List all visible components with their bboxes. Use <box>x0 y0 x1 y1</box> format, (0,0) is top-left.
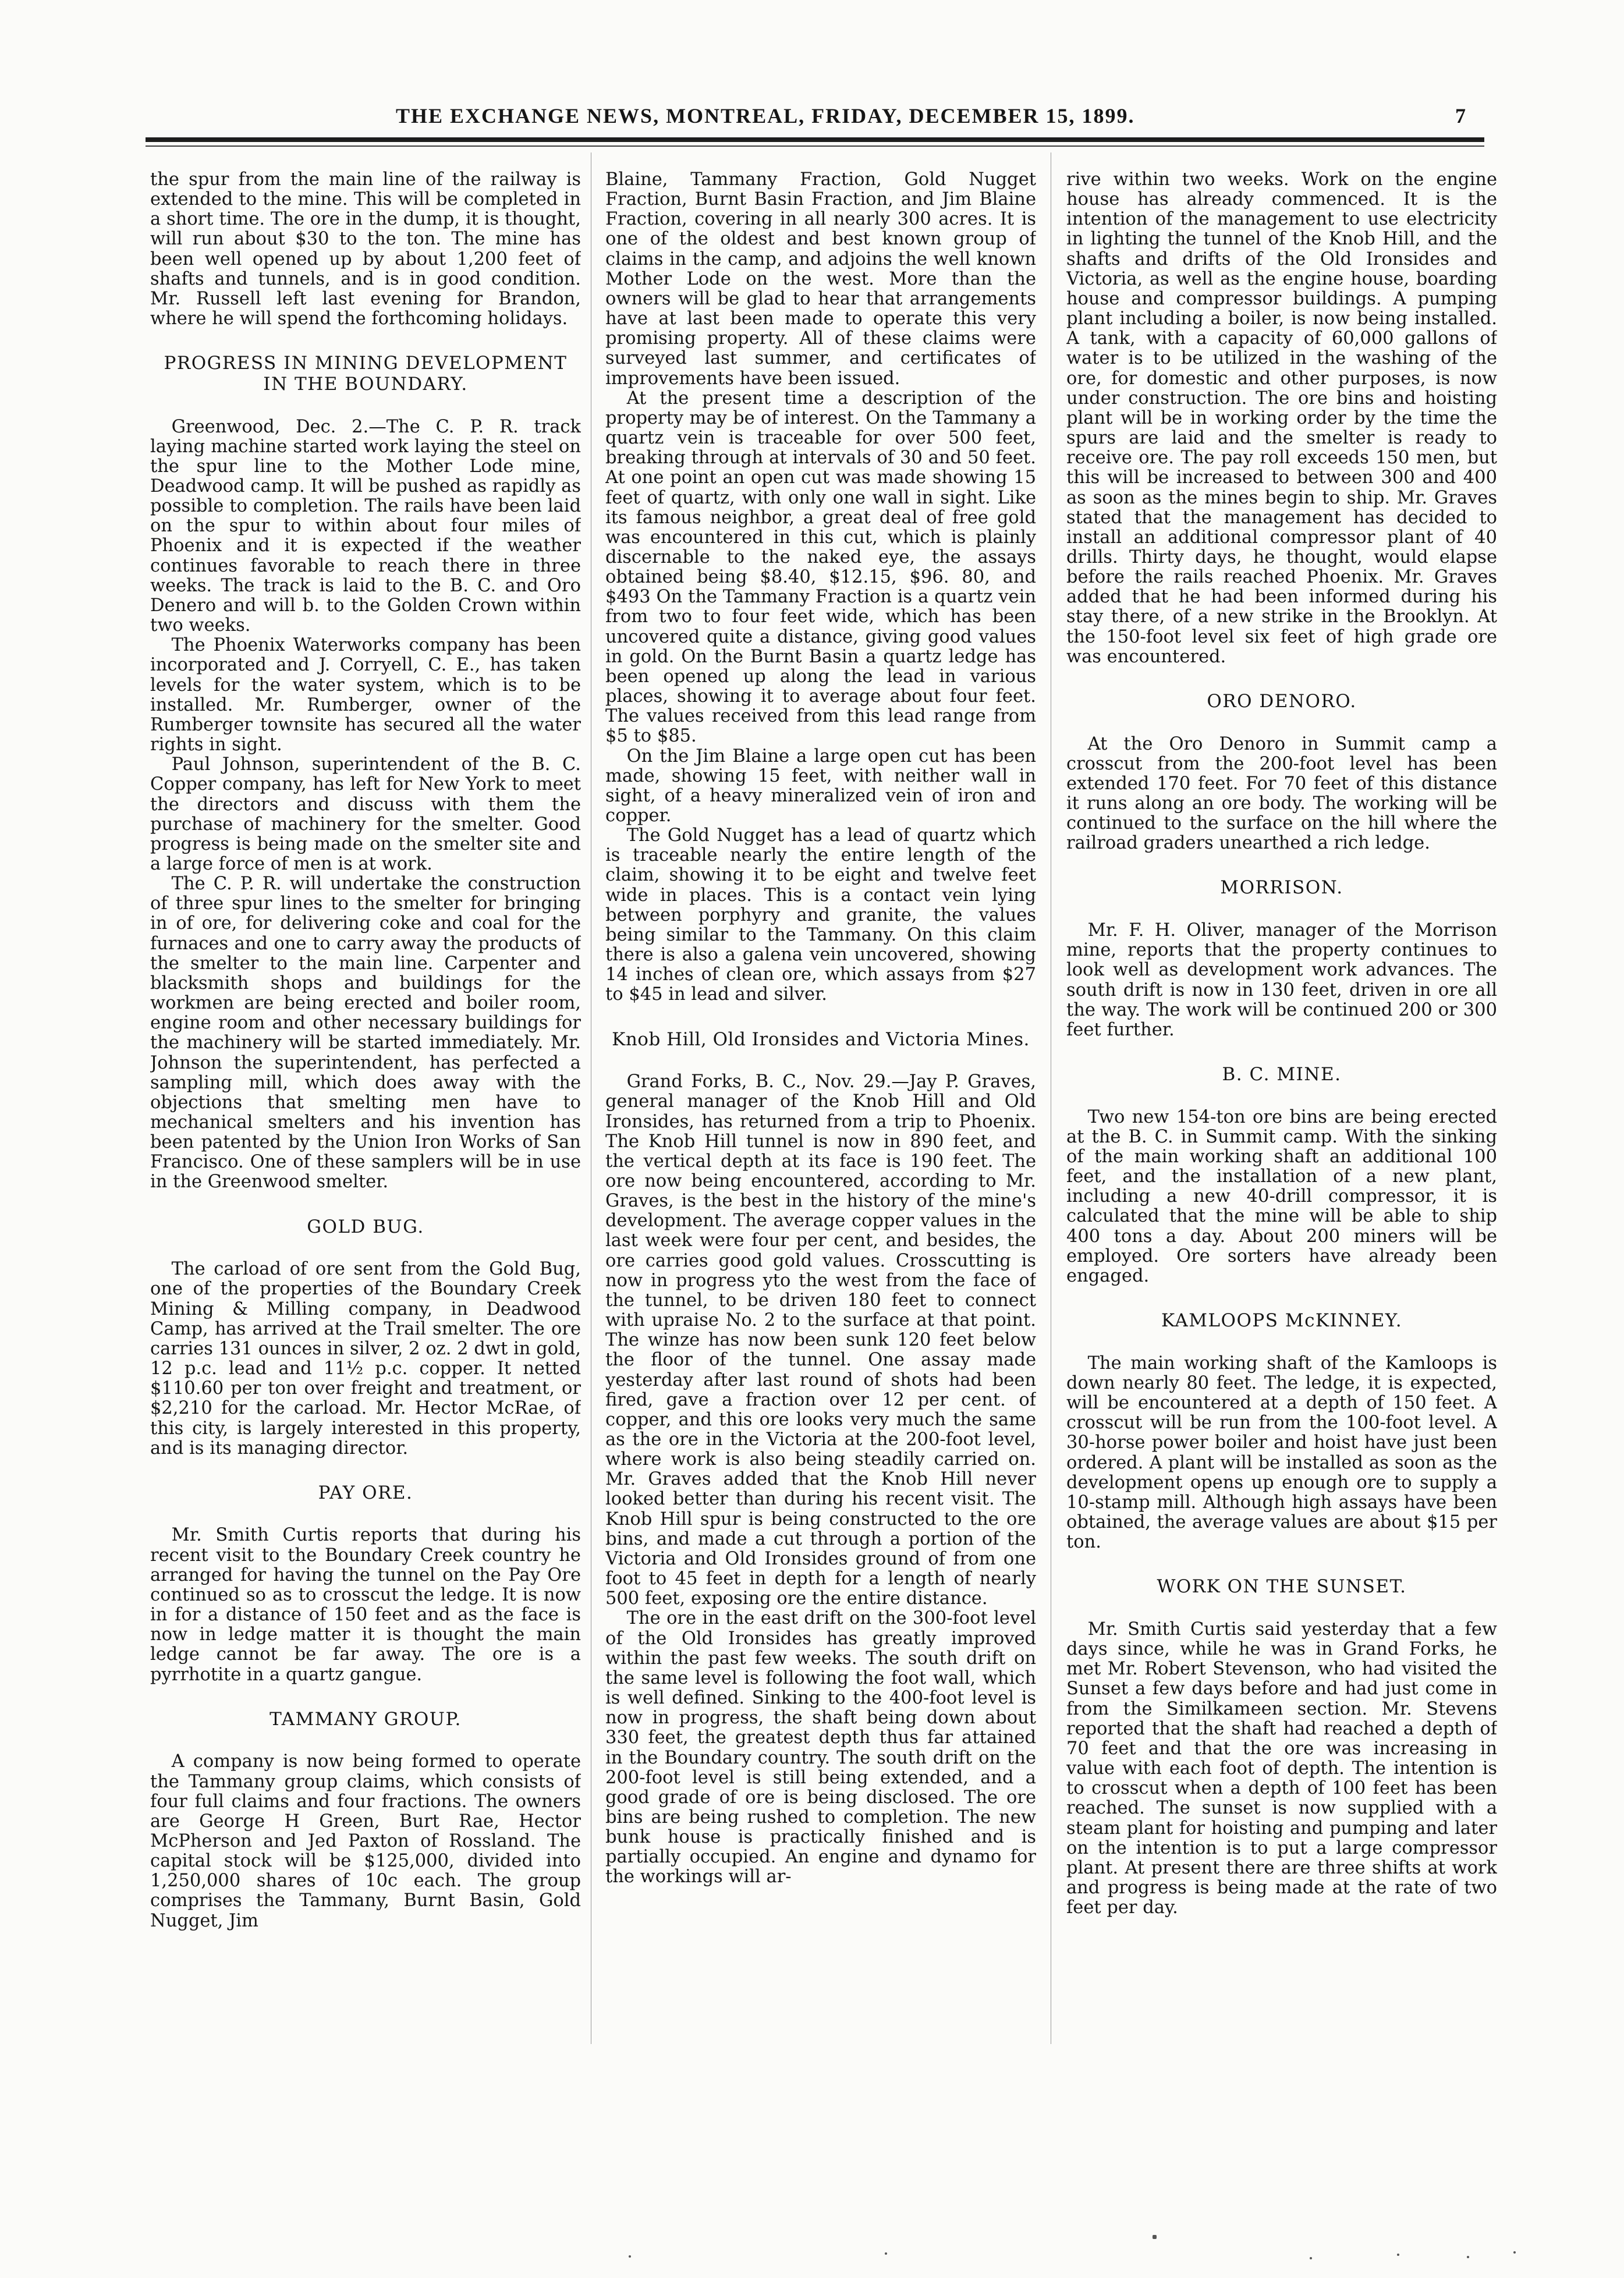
column-3 <box>1066 170 1497 2091</box>
article-paragraph: The Gold Nugget has a lead of quartz which is traceable nearly the entire length of the claim, showing it to be eight and twelve feet wide in places. This is a contact vein lying between porphyry and granite, the values being similar to the Tammany. On this claim there is also a galena vein uncovered, showing 14 inches of clean ore, which assays from $27 to $45 in lead and silver. <box>605 825 1036 1005</box>
article-paragraph: At the Oro Denoro in Summit camp a crosscut from the 200-foot level has been extended 170 feet. For 70 feet of this distance it runs along an ore body. The working will be continued to the surface on the hill where the railroad graders unearthed a rich ledge. <box>1066 733 1497 854</box>
page-number: 7 <box>1455 104 1467 127</box>
article-paragraph: Grand Forks, B. C., Nov. 29.—Jay P. Graves, general manager of the Knob Hill and Old Ironsides, has returned from a trip to Phoenix. The Knob Hill tunnel is now in 890 feet, and the vertical depth at its face is 190 feet. The ore now being encountered, according to Mr. Graves, is the best in the history of the mine's development. The average copper values in the last week were four per cent, and besides, the ore carries good gold values. Crosscutting is now in progress yto the west from the face of the tunnel, to be driven 180 feet to connect with upraise No. 2 to the surface at that point. The winze has now been sunk 120 feet below the floor of the tunnel. One assay made yesterday after last round of shots had been fired, gave a fraction over 12 per cent. of copper, and this ore looks very much the same as the ore in the Victoria at the 200-foot level, where work is also being steadily carried on. Mr. Graves added that the Knob Hill never looked better than during his recent visit. The Knob Hill spur is being constructed to the ore bins, and made a cut through a portion of the Victoria and Old Ironsides ground of from one foot to 45 feet in depth for a length of nearly 500 feet, exposing ore the entire distance. <box>605 1071 1036 1609</box>
article-paragraph: The ore in the east drift on the 300-foot level of the Old Ironsides has greatly improved within the past few weeks. The south drift on the same level is following the foot wall, which is well defined. Sinking to the 400-foot level is now in progress, the shaft being down about 330 feet, the greatest depth thus far attained in the Boundary country. The south drift on the 200-foot level is still being extended, and a good grade of ore is being disclosed. The ore bins are being rushed to completion. The new bunk house is practically finished and is partially occupied. An engine and dynamo for the workings will ar- <box>605 1608 1036 1887</box>
article-headline: Knob Hill, Old Ironsides and Victoria Mines. <box>612 1028 1030 1050</box>
scan-speck <box>1153 2235 1157 2239</box>
article-paragraph: On the Jim Blaine a large open cut has been made, showing 15 feet, with neither wall in sight, of a heavy mineralized vein of iron and copper. <box>605 746 1036 826</box>
article-headline: TAMMANY GROUP. <box>270 1708 462 1730</box>
article-paragraph: Mr. F. H. Oliver, manager of the Morrison mine, reports that the property continues to look well as development work advances. The south drift is now in 130 feet, driven in ore all the way. The work will be continued 200 or 300 feet further. <box>1066 920 1497 1040</box>
scan-speck <box>1310 2257 1312 2259</box>
article-headline: ORO DENORO. <box>1207 690 1357 712</box>
scan-speck <box>1513 2251 1516 2254</box>
article-headline: PAY ORE. <box>318 1482 413 1503</box>
article-paragraph: Blaine, Tammany Fraction, Gold Nugget Fraction, Burnt Basin Fraction, and Jim Blaine Fraction, covering in all nearly 300 acres. It is one of the oldest and best known group of claims in the camp, and adjoins the well known Mother Lode on the west. More than the owners will be glad to hear that arrangements have at last been made to operate this very promising property. All of these claims were surveyed last summer, and certificates of improvements have been issued. <box>605 170 1036 389</box>
article-headline: WORK ON THE SUNSET. <box>1157 1576 1407 1598</box>
article-paragraph: Greenwood, Dec. 2.—The C. P. R. track laying machine started work laying the steel on the spur line to the Mother Lode mine, Deadwood camp. It will be pushed as rapidly as possible to completion. The rails have been laid on the spur to within about four miles of Phoenix and it is expected if the weather continues favorable to reach there in three weeks. The track is laid to the B. C. and Oro Denero and will b. to the Golden Crown within two weeks. <box>150 416 581 636</box>
scan-speck <box>629 2255 631 2258</box>
article-headline: PROGRESS IN MINING DEVELOPMENT IN THE BOUNDARY. <box>164 353 568 395</box>
article-paragraph: Mr. Smith Curtis reports that during his recent visit to the Boundary Creek country he arranged for having the tunnel on the Pay Ore continued so as to crosscut the ledge. It is now in for a distance of 150 feet and as the face is now in ledge matter it is thought the main ledge cannot be far away. The ore is a pyrrhotite in a quartz gangue. <box>150 1525 581 1685</box>
header-title: THE EXCHANGE NEWS, MONTREAL, FRIDAY, DECEMBER 15, 1899. <box>396 104 1135 127</box>
article-headline: GOLD BUG. <box>307 1216 424 1237</box>
header-rule-thin <box>146 146 1484 147</box>
scan-speck <box>885 2252 887 2255</box>
article-paragraph: The main working shaft of the Kamloops is down nearly 80 feet. The ledge, it is expected, will be encountered at a depth of 150 feet. A crosscut will be run from the 100-foot level. A 30-horse power boiler and hoist have just been ordered. A plant will be installed as soon as the development opens up enough ore to supply a 10-stamp mill. Although high assays have been obtained, the average values are about $15 per ton. <box>1066 1353 1497 1553</box>
article-headline: KAMLOOPS McKINNEY. <box>1161 1310 1403 1332</box>
scan-speck <box>1467 2256 1469 2258</box>
scan-speck <box>1397 2254 1399 2256</box>
page-header <box>146 104 1478 134</box>
header-rule-thick <box>146 137 1484 142</box>
column-1 <box>150 170 581 2091</box>
scan-noise <box>524 2229 1572 2264</box>
article-paragraph: A company is now being formed to operate the Tammany group claims, which consists of four full claims and four fractions. The owners are George H Green, Burt Rae, Hector McPherson and Jed Paxton of Rossland. The capital stock will be $125,000, divided into 1,250,000 shares of 10c each. The group comprises the Tammany, Burnt Basin, Gold Nugget, Jim <box>150 1751 581 1931</box>
article-paragraph: rive within two weeks. Work on the engine house has already commenced. It is the intention of the management to use electricity in lighting the tunnel of the Knob Hill, and the shafts and drifts of the Old Ironsides and Victoria, as well as the engine house, boarding house and compressor buildings. A pumping plant including a boiler, is now being installed. A tank, with a capacity of 60,000 gallons of water is to be utilized in the washing of the ore, for domestic and other purposes, is now under construction. The ore bins and hoisting plant will be in working order by the time the spurs are laid and the smelter is ready to receive ore. The pay roll exceeds 150 men, but this will be increased to between 300 and 400 as soon as the mines begin to ship. Mr. Graves stated that the management has decided to install an additional compressor plant of 40 drills. Thirty days, he thought, would elapse before the rails reached Phoenix. Mr. Graves added that he had been informed during his stay there, of a new strike in the Brooklyn. At the 150-foot level six feet of high grade ore was encountered. <box>1066 170 1497 667</box>
article-paragraph: Two new 154-ton ore bins are being erected at the B. C. in Summit camp. With the sinking of the main working shaft an additional 100 feet, and the installation of a new plant, including a new 40-drill compressor, it is calculated that the mine will be able to ship 400 tons a day. About 200 miners will be employed. Ore sorters have already been engaged. <box>1066 1106 1497 1286</box>
article-paragraph: Mr. Smith Curtis said yesterday that a few days since, while he was in Grand Forks, he met Mr. Robert Stevenson, who had visited the Sunset a few days before and had just come in from the Similkameen section. Mr. Stevens reported that the shaft had reached a depth of 70 feet and that the ore was increasing in value with each foot of depth. The intention is to crosscut when a depth of 100 feet has been reached. The sunset is now supplied with a steam plant for hoisting and pumping and later on the intention is to put a large compressor plant. At present there are three shifts at work and progress is being made at the rate of two feet per day. <box>1066 1619 1497 1918</box>
column-2 <box>605 170 1036 2091</box>
article-headline: MORRISON. <box>1220 877 1343 899</box>
article-paragraph: Paul Johnson, superintendent of the B. C. Copper company, has left for New York to meet the directors and discuss with them the purchase of machinery for the smelter. Good progress is being made on the smelter site and a large force of men is at work. <box>150 754 581 874</box>
article-headline: B. C. MINE. <box>1222 1064 1342 1085</box>
article-paragraph: At the present time a description of the property may be of interest. On the Tammany a quartz vein is traceable for over 500 feet, breaking through at intervals of 30 and 50 feet. At one point an open cut was made showing 15 feet of quartz, with only one wall in sight. Like its famous neighbor, a great deal of free gold was encountered in this cut, which is plainly discernable to the naked eye, the assays obtained being $8.40, $12.15, $96. 80, and $493 On the Tammany Fraction is a quartz vein from two to four feet wide, which has been uncovered quite a distance, giving good values in gold. On the Burnt Basin a quartz ledge has been opened up along the lead in various places, showing it to average about four feet. The values received from this lead range from $5 to $85. <box>605 388 1036 747</box>
article-paragraph: the spur from the main line of the railway is extended to the mine. This will be completed in a short time. The ore in the dump, it is thought, will run about $30 to the ton. The mine has been well opened up by about 1,200 feet of shafts and tunnels, and is in good condition. Mr. Russell left last evening for Brandon, where he will spend the forthcoming holidays. <box>150 170 581 329</box>
article-paragraph: The C. P. R. will undertake the construction of three spur lines to the smelter for bringing in of ore, for delivering coke and coal for the furnaces and one to carry away the products of the smelter to the main line. Carpenter and blacksmith shops and buildings for the workmen are being erected and boiler room, engine room and other necessary buildings for the machinery will be started immediately. Mr. Johnson the superintendent, has perfected a sampling mill, which does away with the objections that smelting men have to mechanical smelters and his invention has been patented by the Union Iron Works of San Francisco. One of these samplers will be in use in the Greenwood smelter. <box>150 874 581 1193</box>
article-paragraph: The carload of ore sent from the Gold Bug, one of the properties of the Boundary Creek Mining & Milling company, in Deadwood Camp, has arrived at the Trail smelter. The ore carries 131 ounces in silver, 2 oz. 2 dwt in gold, 12 p.c. lead and 11½ p.c. copper. It netted $110.60 per ton over freight and treatment, or $2,210 for the carload. Mr. Hector McRae, of this city, is largely interested in this property, and is its managing director. <box>150 1259 581 1459</box>
article-paragraph: The Phoenix Waterworks company has been incorporated and J. Corryell, C. E., has taken levels for the water system, which is to be installed. Mr. Rumberger, owner of the Rumberger townsite has secured all the water rights in sight. <box>150 635 581 755</box>
